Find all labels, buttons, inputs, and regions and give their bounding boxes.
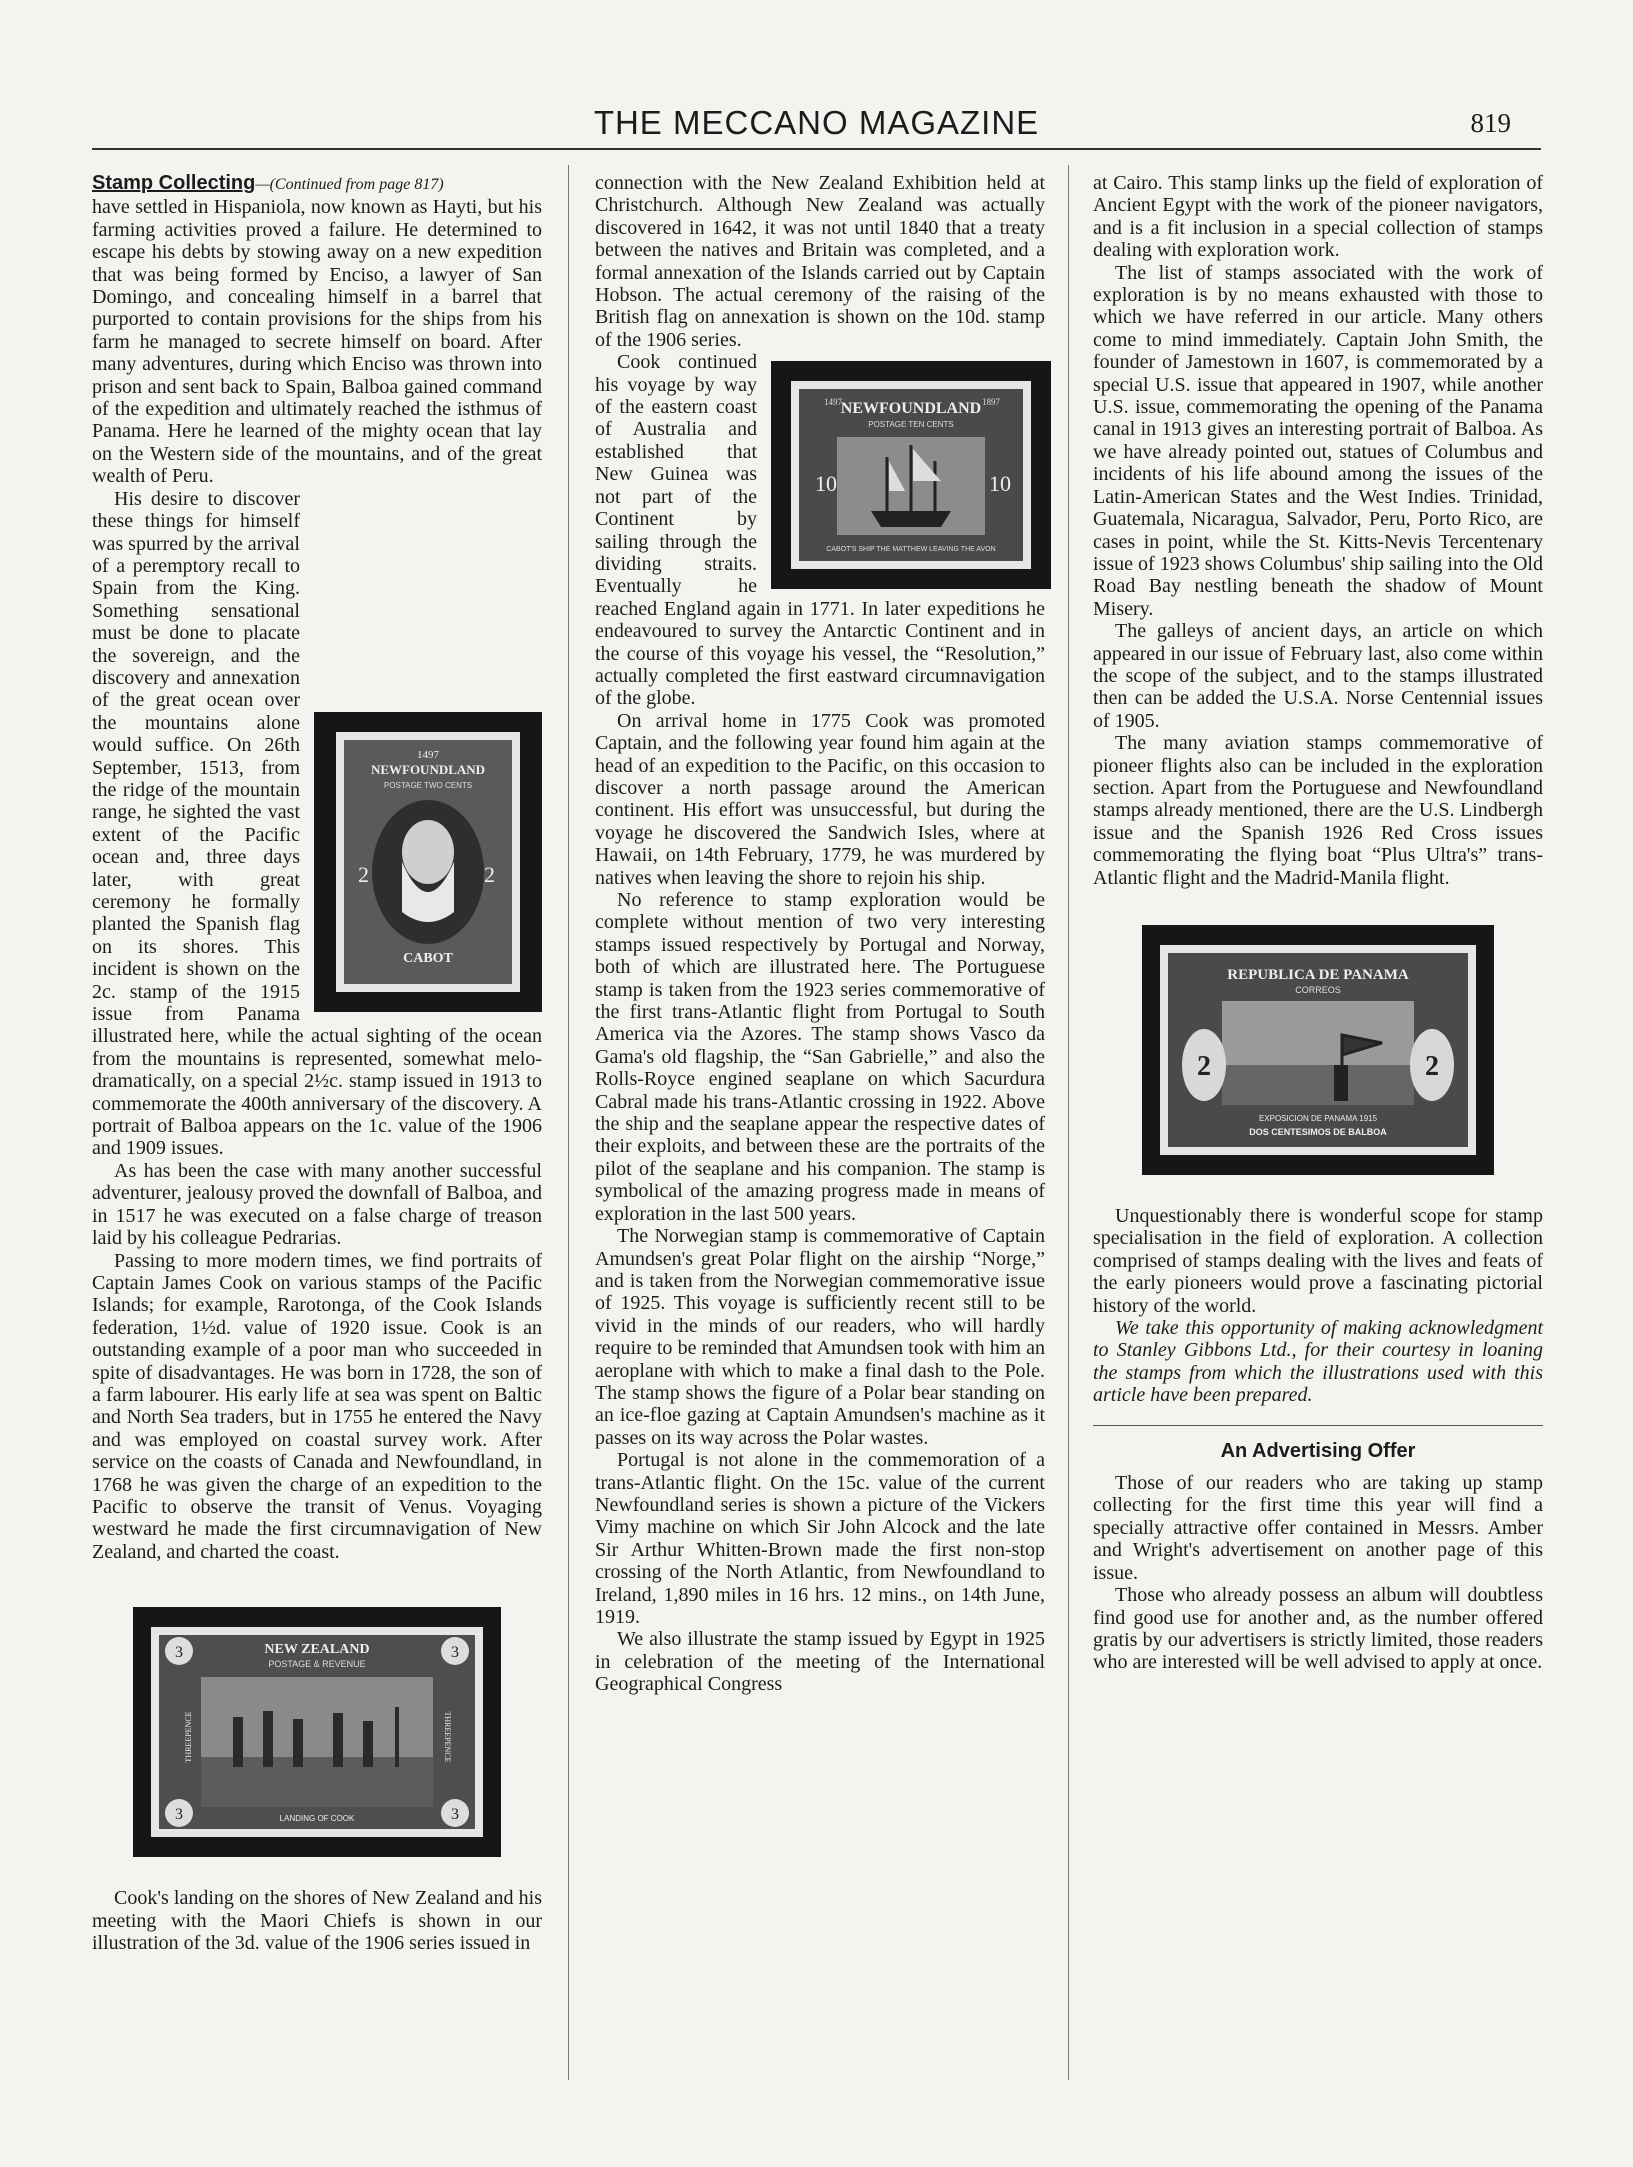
paragraph: have settled in Hispaniola, now known as Hayti, but his farming activities proved a failure. He determined to escape his debts by stowing away on a new expedition that was being formed by Enciso, a lawyer of San Domingo, and concealing himself in a barrel that purported to contain provisions for the ships from his farm he managed to secrete himself on board. After many adventures, during which Enciso was thrown into prison and sent back to Spain, Balboa gained command of the expedition and ultimately reached the isthmus of Panama. Here he learned of the mighty ocean that lay on the Western side of the mountains, and of the great wealth of Peru. [92,196,542,488]
stamp-bottom-label: EXPOSICION DE PANAMA 1915 [1258,1114,1378,1123]
stamp-panama-image [1142,925,1494,1175]
column-divider [1068,165,1069,2080]
paragraph: The list of stamps associated with the work of exploration is by no means exhausted with those to which we have referred in our article. Many others come to mind immediately. Captain John Smith, the founder of Jamestown in 1607, is commemorated by a special U.S. issue that appeared in 1907, while another U.S. issue, commemorating the opening of the Panama canal in 1913 gives an interesting portrait of Balboa. As we have already pointed out, statues of Columbus and incidents of his life abound among the issues of the Latin-American States and the West Indies. Trinidad, Guatemala, Nicaragua, Salvador, Peru, Porto Rico, are cases in point, while the St. Kitts-Nevis Tercentenary issue of 1923 shows Columbus' ship sailing into the Old Road Bay nestling beneath the shadow of Mount Misery. [1093,261,1543,620]
stamp-new-zealand [133,1607,501,1857]
stamp-value-label: 2 [1197,1051,1211,1082]
column-3 [1093,172,1543,1674]
stamp-value-label: 3 [451,1806,459,1824]
paragraph: On arrival home in 1775 Cook was promoted Captain, and the following year found him again at the head of an expedition to the Pacific, on this occasion to discover a north passage around the American continent. His effort was unsuccessful, but during the voyage he discovered the Sandwich Isles, where at Hawaii, on 14th February, 1779, he was murdered by natives when leaving the shore to rejoin his ship. [595,709,1045,889]
stamp-newfoundland-ship-image [771,361,1051,589]
stamp-side-label: THREEPENCE [184,1711,193,1763]
paragraph: The Norwegian stamp is commemorative of Captain Amundsen's great Polar flight on the airship “Norge,” and is taken from the Norwegian commemorative issue of 1925. This voyage is sufficiently recent still to be vivid in the minds of our readers, who will hardly require to be reminded that Amundsen took with him an aeroplane with which to make a final dash to the Pole. The stamp shows the figure of a Polar bear standing on an ice-floe gazing at Captain Amundsen's machine as it passes on its way across the Polar wastes. [595,1225,1045,1449]
section-divider [1093,1425,1543,1426]
stamp-country-label: NEWFOUNDLAND [370,761,486,777]
stamp-sub-label: POSTAGE TWO CENTS [383,780,473,790]
paragraph: The many aviation stamps commemorative of pioneer flights also can be included in the exploration section. Apart from the Portuguese and Newfoundland stamps already mentioned, there are the U.S. Lindbergh issue and the Spanish 1926 Red Cross issues commemorating the flying boat “Plus Ultra's” trans-Atlantic flight and the Madrid-Manila flight. [1093,732,1543,889]
magazine-title: THE MECCANO MAGAZINE [593,104,1040,141]
paragraph: As has been the case with many another successful adventurer, jealousy proved the downfall of Balboa, and in 1517 he was executed on a false charge of treason laid by his colleague Pedrarias. [92,1159,542,1250]
paragraph: Passing to more modern times, we find portraits of Captain James Cook on various stamps of the Pacific Islands; for example, Rarotonga, of the Cook Islands federation, 1½d. value of 1920 issue. Cook is an outstanding example of a poor man who succeeded in spite of disadvantages. He was born in 1728, the son of a farm labourer. His early life at sea was spent on Baltic and North Sea traders, but in 1755 he entered the Navy and was employed on coastal survey work. After service on the coasts of Canada and Newfoundland, in 1768 he was given the charge of an expedition to the Pacific to observe the transit of Venus. Voyaging westward he made the first circumnavigation of New Zealand, and charted the coast. [92,1249,542,1563]
stamp-sub-label: POSTAGE & REVENUE [268,1659,366,1670]
stamp-value-label: 3 [175,1806,183,1824]
stamp-newfoundland-ship [771,361,1051,589]
stamp-country-label: NEW ZEALAND [264,1642,370,1658]
stamp-value-label: 2 [358,861,369,887]
paragraph: No reference to stamp exploration would be complete without mention of two very interesting stamps issued respectively by Portugal and Norway, both of which are illustrated here. The Portuguese stamp is taken from the 1923 series commemorative of the first trans-Atlantic flight from Portugal to South America via the Azores. The stamp shows Vasco da Gama's old flagship, the “San Gabrielle,” and also the Rolls-Royce engined seaplane on which Sacurdura Cabral made his trans-Atlantic crossing in 1922. Above the ship and the seaplane appear the respective dates of their exploits, and between these are the portraits of the pilot of the seaplane and his companion. The stamp is symbolical of the amazing progress made in means of exploration in the last 500 years. [595,889,1045,1225]
stamp-name-label: CABOT [403,950,453,966]
column-divider [568,165,569,2080]
stamp-country-label: NEWFOUNDLAND [840,400,982,418]
paragraph: Those who already possess an album will doubtless find good use for another and, as the number offered gratis by our advertisers is strictly limited, those readers who are interested will be well advised to apply at once. [1093,1584,1543,1674]
advertising-offer-heading: An Advertising Offer [1220,1439,1416,1462]
stamp-sub-label: CORREOS [1295,985,1341,995]
stamp-side-label: THREEPENCE [443,1711,452,1763]
stamp-value-label: 10 [815,471,837,497]
paragraph: Unquestionably there is wonderful scope for stamp specialisation in the field of exploration. A collection comprised of stamps dealing with the lives and feats of the early pioneers would prove a fascinating pictorial history of the world. [1093,1205,1543,1317]
page-header [92,104,1541,150]
stamp-bottom-label: LANDING OF COOK [279,1814,355,1824]
stamp-sub-label: POSTAGE TEN CENTS [868,420,954,430]
section-heading: Stamp Collecting—(Continued from page 817) [92,172,444,194]
stamp-value-label: 3 [451,1644,459,1662]
paragraph: Portugal is not alone in the commemoration of a trans-Atlantic flight. On the 15c. value of the current Newfoundland series is shown a picture of the Vickers Vimy machine on which Sir John Alcock and the late Sir Arthur Whitten-Brown made the first non-stop crossing of the North Atlantic, from Newfoundland to Ireland, 1,890 miles in 16 hrs. 12 mins., on 14th June, 1919. [595,1449,1045,1628]
stamp-year-label: 1497 [824,397,842,408]
stamp-year-label: 1497 [417,748,439,761]
page-number: 819 [1470,108,1511,138]
column-2 [595,172,1045,1696]
stamp-newfoundland-cabot-image [314,712,542,1012]
stamp-value-label: 3 [175,1644,183,1662]
paragraph: Cook continued his voyage by way of the eastern coast of Australia and established that New Guinea was not part of the Continent by sailing through the dividing straits. Eventually he reached England again in 1771. In later expeditions he endeavoured to survey the Antarctic Continent and in the course of this voyage his vessel, the “Resolution,” actually completed the first eastward circumnavigation of the globe. [595,351,1045,710]
stamp-bottom-label: DOS CENTESIMOS DE BALBOA [1249,1127,1387,1137]
stamp-newfoundland-cabot [314,712,542,1012]
stamp-year-label: 1897 [982,397,1000,408]
paragraph: at Cairo. This stamp links up the field of exploration of Ancient Egypt with the work of the pioneer navigators, and is a fit inclusion in a special collection of stamps dealing with exploration work. [1093,172,1543,262]
paragraph: We also illustrate the stamp issued by Egypt in 1925 in celebration of the meeting of the International Geographical Congress [595,1628,1045,1696]
paragraph: Those of our readers who are taking up stamp collecting for the first time this year will find a specially attractive offer contained in Messrs. Amber and Wright's advertisement on another page of this issue. [1093,1472,1543,1584]
stamp-value-label: 2 [1425,1051,1439,1082]
stamp-country-label: REPUBLICA DE PANAMA [1227,967,1409,983]
stamp-panama [1142,925,1494,1175]
stamp-new-zealand-image [133,1607,501,1857]
stamp-value-label: 10 [989,471,1011,497]
paragraph: His desire to discover these things for himself was spurred by the arrival of a peremptory recall to Spain from the King. Something sensational must be done to placate the sovereign, and the discovery and annexation of the great ocean over the mountains alone would suffice. On 26th September, 1513, from the ridge of the mountain range, he sighted the vast extent of the Pacific ocean and, three days later, with great ceremony he formally planted the Spanish flag on its shores. This incident is shown on the 2c. stamp of the 1915 issue from Panama illustrated here, while the actual sighting of the ocean from the mountains is represented, somewhat melo-dramatically, on a special 2½c. stamp issued in 1913 to commemorate the 400th anniversary of the discovery. A portrait of Balboa appears on the 1c. value of the 1906 and 1909 issues. [92,487,542,1160]
column-1 [92,172,542,1954]
acknowledgment-note: We take this opportunity of making acknowledgment to Stanley Gibbons Ltd., for their courtesy in loaning the stamps from which the illustrations used with this article have been prepared. [1093,1317,1543,1407]
paragraph: connection with the New Zealand Exhibition held at Christchurch. Although New Zealand was actually discovered in 1642, it was not until 1840 that a treaty between the natives and Britain was completed, and a formal annexation of the Islands carried out by Captain Hobson. The actual ceremony of the raising of the British flag on annexation is shown on the 10d. stamp of the 1906 series. [595,172,1045,351]
stamp-caption: Cook's landing on the shores of New Zealand and his meeting with the Maori Chiefs is shown in our illustration of the 3d. value of the 1906 series issued in [92,1887,542,1954]
paragraph: The galleys of ancient days, an article on which appeared in our issue of February last, also come within the scope of the subject, and to the stamps illustrated then can be added the U.S.A. Norse Centennial issues of 1905. [1093,620,1543,732]
stamp-value-label: 2 [484,861,495,887]
stamp-caption-label: CABOT'S SHIP THE MATTHEW LEAVING THE AVON [826,546,996,554]
